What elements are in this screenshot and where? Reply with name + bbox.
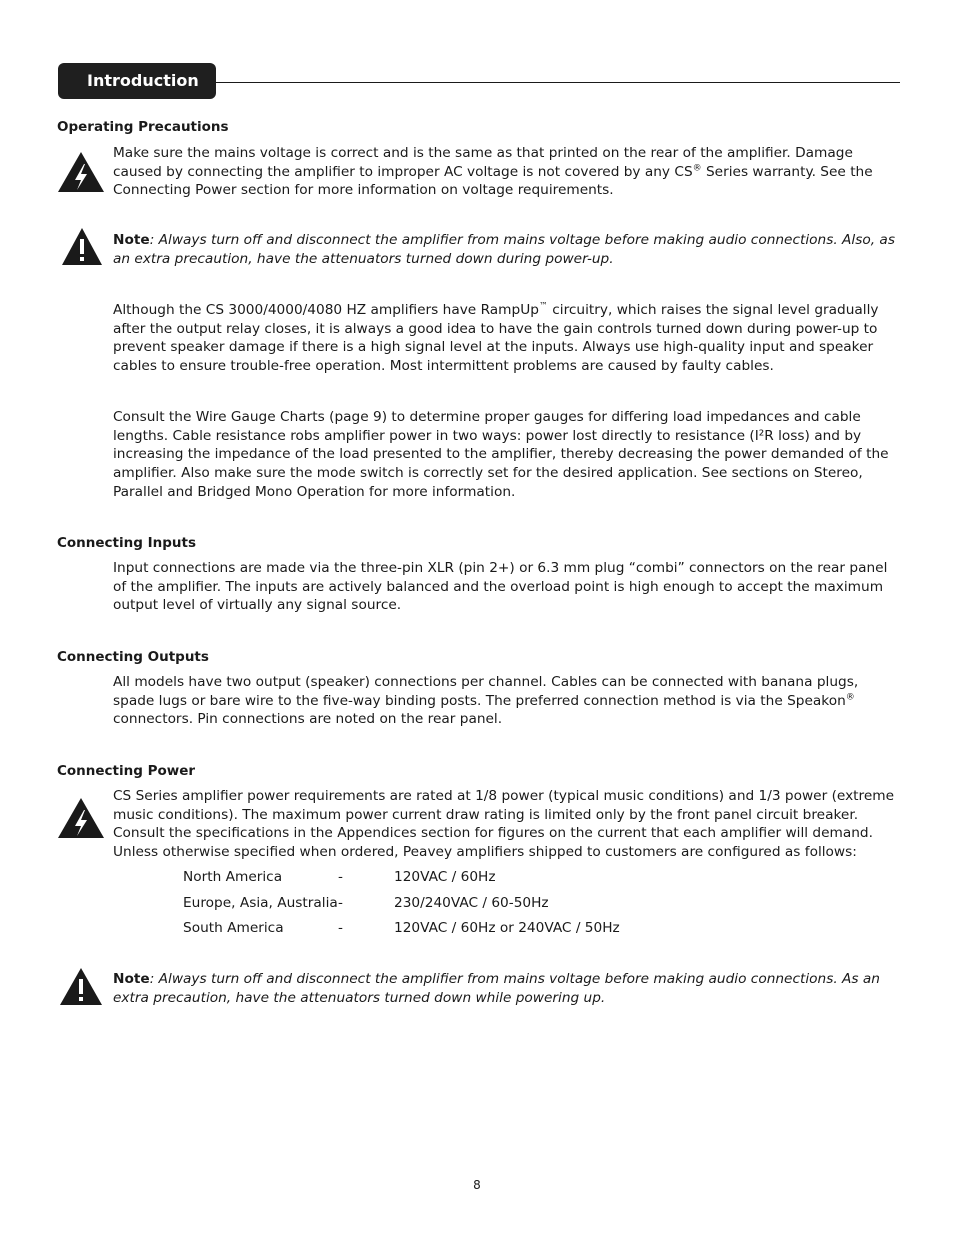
power-configuration-table: [183, 868, 683, 945]
heading-connecting-power: Connecting Power: [57, 763, 196, 779]
power-voltage: 230/240VAC / 60-50Hz: [394, 894, 549, 911]
paragraph-text: Make sure the mains voltage is correct and is the same as that printed on the rear of the amplifier. Damage caused by connecting the amplifier to improper AC voltage is not covered by any CS: [113, 145, 853, 180]
note-label: Note: [113, 232, 150, 248]
paragraph-text: Although the CS 3000/4000/4080 HZ amplifiers have RampUp: [113, 302, 539, 318]
section-title: Introduction: [87, 71, 199, 90]
heading-connecting-outputs: Connecting Outputs: [57, 649, 209, 665]
section-title-tab: [58, 63, 216, 99]
connecting-power-paragraph: CS Series amplifier power requirements are rated at 1/8 power (typical music conditions) and 1/3 power (extreme music conditions). The maximum power current draw rating is limited only by the front panel circuit breaker. Consult the specifications in the Appendices section for figures on the current that each amplifier will demand. Unless otherwise specified when ordered, Peavey amplifiers shipped to customers are configured as follows:: [113, 788, 895, 861]
power-dash: -: [338, 920, 343, 936]
power-dash: -: [338, 894, 343, 911]
power-table-row: [183, 919, 683, 945]
connecting-inputs-paragraph: Input connections are made via the three-pin XLR (pin 2+) or 6.3 mm plug “combi” connectors on the rear panel of the amplifier. The inputs are actively balanced and the overload point is high enough to accept the maximum output level of virtually any signal source.: [113, 560, 888, 614]
connecting-power-note: [113, 970, 900, 1007]
exclamation-warning-icon: [59, 967, 103, 1007]
power-voltage: 120VAC / 60Hz or 240VAC / 50Hz: [394, 920, 620, 936]
header-divider: [216, 82, 900, 83]
lightning-bolt-warning-icon: [57, 797, 105, 839]
power-region: North America: [183, 869, 283, 885]
note-label: Note: [113, 971, 150, 987]
note-text: : Always turn off and disconnect the amplifier from mains voltage before making audio connections. Also, as an extra precaution, have the attenuators turned down during power-up.: [113, 232, 895, 267]
paragraph-text: circuitry, which raises the signal level gradually after the output relay closes, it is always a good idea to have the gain controls turned down during power-up to prevent speaker damage if there is a high signal level at the inputs. Always use high-quality input and speaker cables to ensure trouble-free operation. Most intermittent problems are caused by faulty cables.: [113, 302, 879, 375]
paragraph-text: All models have two output (speaker) connections per channel. Cables can be connected with banana plugs, spade lugs or bare wire to the five-way binding posts. The preferred connection method is via the Speakon: [113, 674, 859, 709]
lightning-bolt-warning-icon: [57, 151, 105, 193]
power-region: South America: [183, 920, 284, 936]
paragraph-text: connectors. Pin connections are noted on the rear panel.: [113, 711, 503, 728]
note-text: : Always turn off and disconnect the amplifier from mains voltage before making audio connections. As an extra precaution, have the attenuators turned down while powering up.: [113, 971, 880, 1006]
heading-connecting-inputs: Connecting Inputs: [57, 535, 197, 551]
power-region: Europe, Asia, Australia: [183, 894, 338, 911]
registered-mark: ®: [845, 692, 855, 703]
heading-operating-precautions: Operating Precautions: [57, 119, 229, 135]
power-table-row: [183, 868, 683, 894]
power-dash: -: [338, 869, 343, 885]
operating-precautions-paragraph-2: [113, 301, 900, 376]
paragraph-text: Series warranty. See the Connecting Power section for more information on voltage requirements.: [113, 163, 873, 199]
registered-mark: ®: [692, 163, 702, 174]
connecting-outputs-paragraph: [113, 673, 900, 729]
operating-precautions-paragraph-1: [113, 144, 900, 200]
exclamation-warning-icon: [61, 227, 103, 267]
operating-precautions-paragraph-3: Consult the Wire Gauge Charts (page 9) to determine proper gauges for differing load impedances and cable lengths. Cable resistance robs amplifier power in two ways: power lost directly to resistance (I²R loss) and by increasing the impedance of the load presented to the amplifier, thereby decreasing the power demanded of the amplifier. Also make sure the mode switch is correctly set for the desired application. See sections on Stereo, Parallel and Bridged Mono Operation for more information.: [113, 409, 889, 500]
power-voltage: 120VAC / 60Hz: [394, 869, 496, 885]
operating-precautions-note: [113, 231, 900, 268]
trademark-mark: ™: [538, 301, 548, 312]
page-number: 8: [473, 1178, 481, 1192]
power-table-row: [183, 894, 683, 920]
